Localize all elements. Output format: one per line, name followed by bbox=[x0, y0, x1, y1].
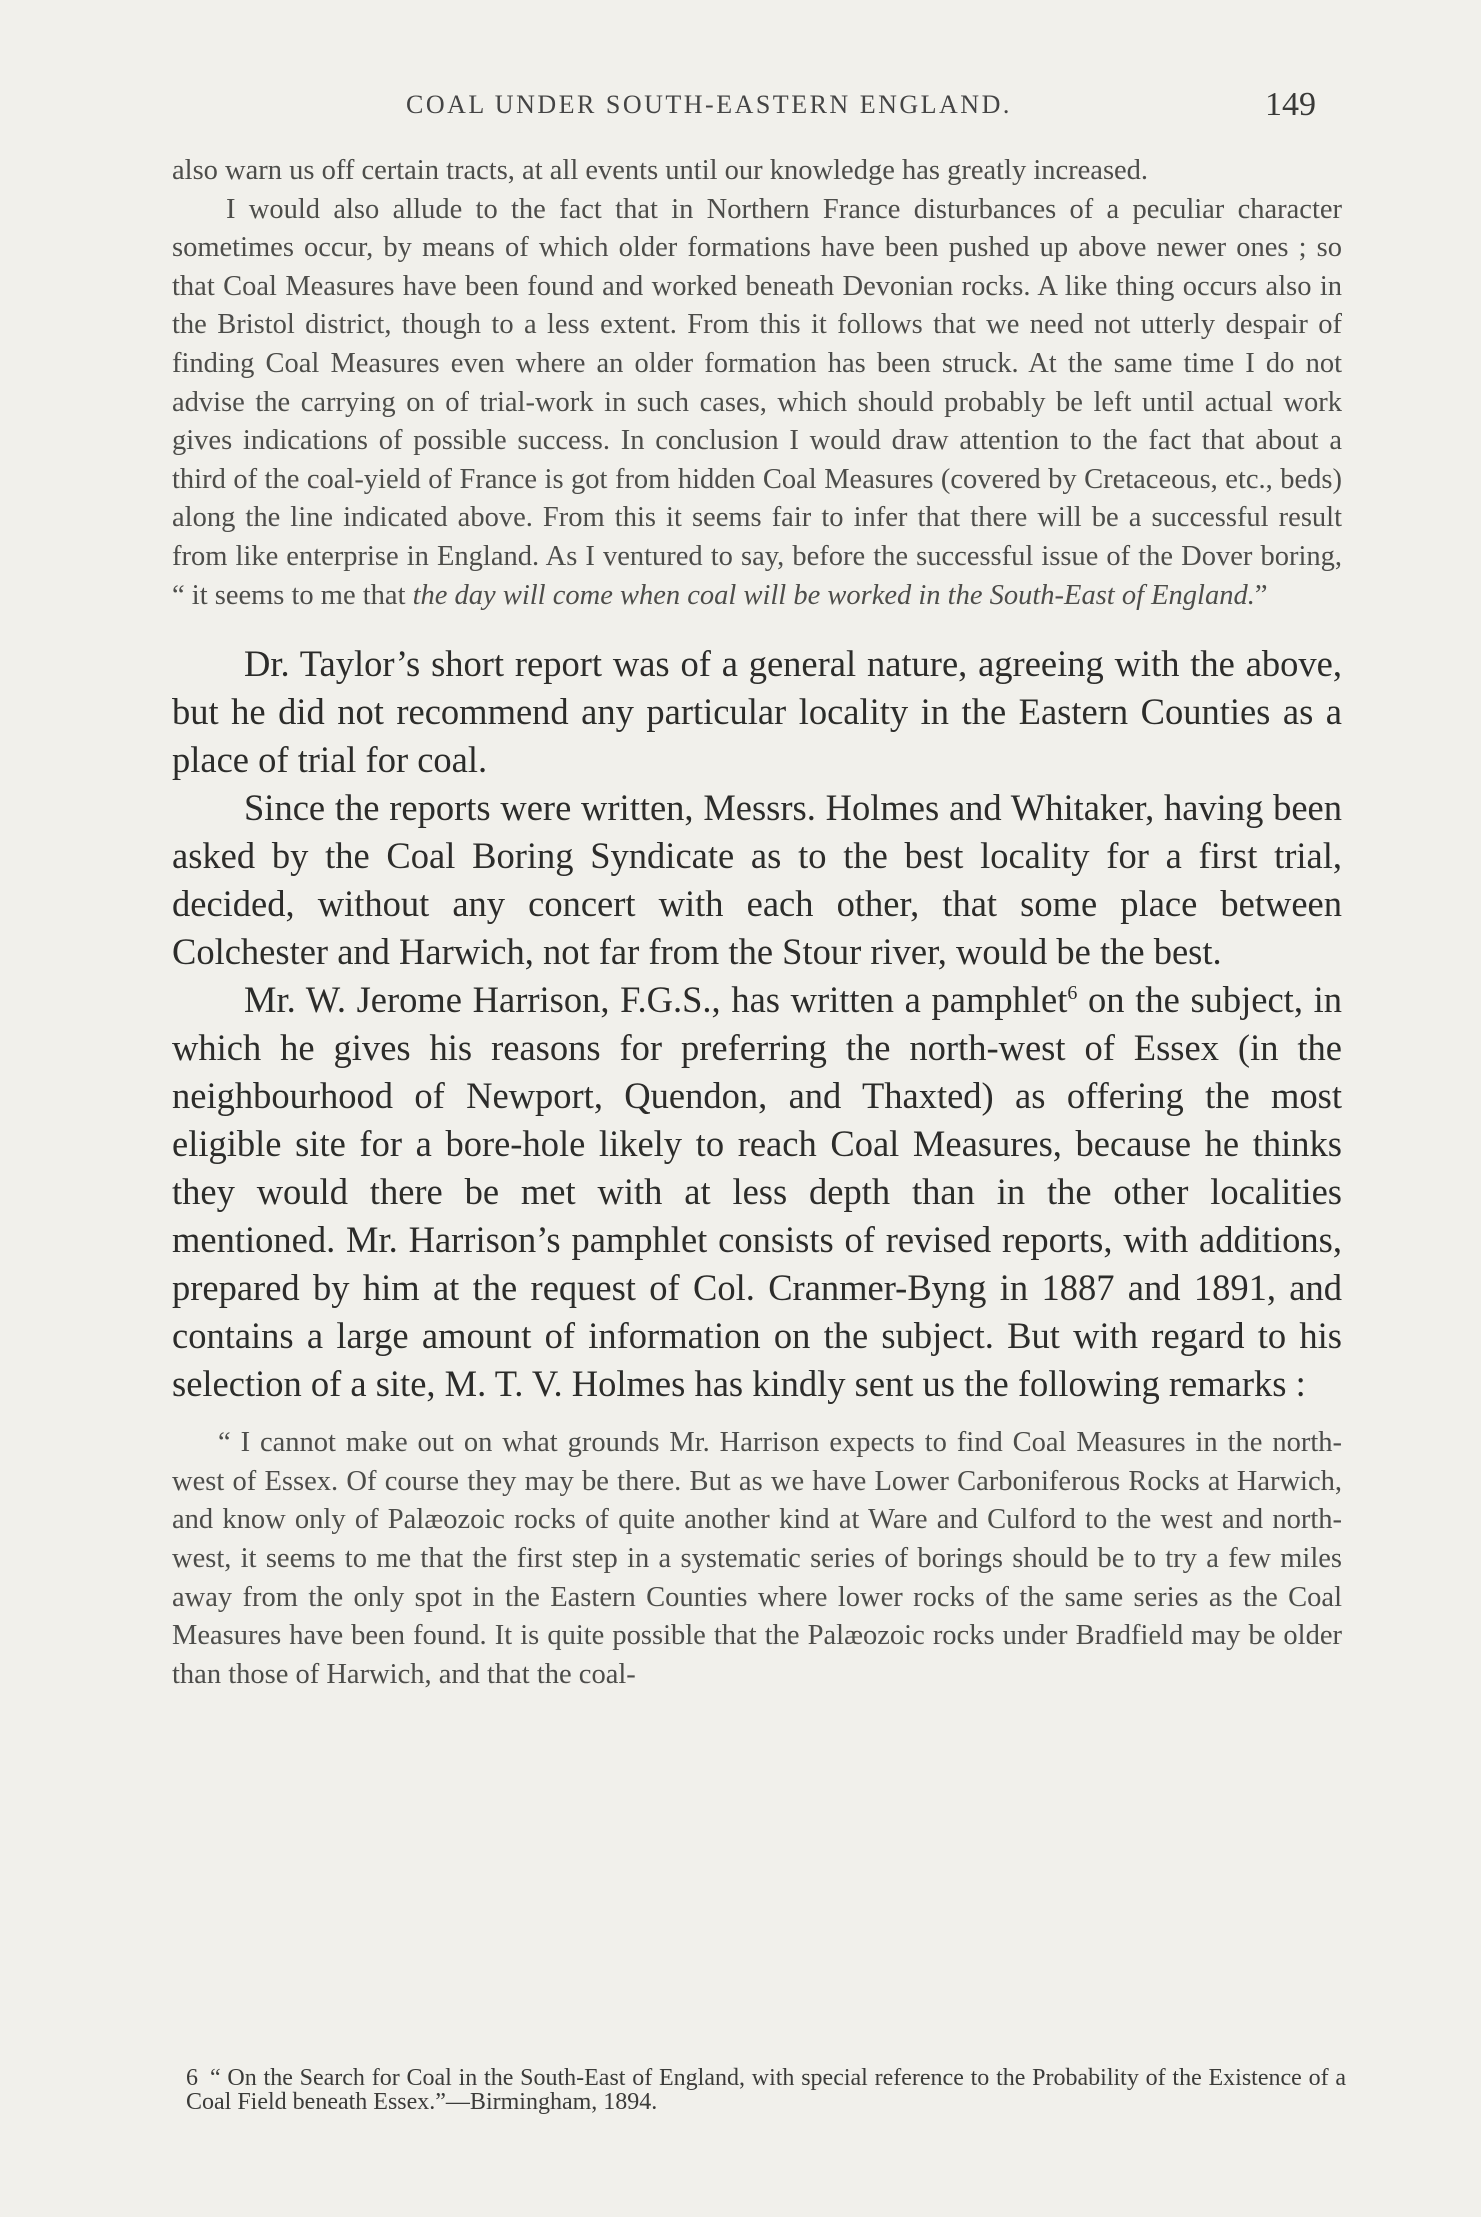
quote-italic-text: the day will come when coal will be worked in the South-East of England. bbox=[412, 579, 1255, 611]
footnote-mark: 6 bbox=[186, 2065, 198, 2091]
paragraph-text: Mr. W. Jerome Harrison, F.G.S., has written a pamphlet bbox=[244, 979, 1068, 1021]
quote-close-mark: ” bbox=[1254, 579, 1268, 611]
footnote bbox=[186, 2066, 1346, 2114]
footnote-text: “ On the Search for Coal in the South-East of England, with special reference to the Probability of the Existence of a Coal Field beneath Essex.”—Birmingham, 1894. bbox=[186, 2065, 1346, 2115]
paragraph-text: on the subject, in which he gives his reasons for preferring the north-west of Essex (in the neighbourhood of Newport, Quendon, and Thaxted) as offering the most eligible site for a bore-hole likely to reach Coal Measures, because he thinks they would there be met with at less depth than in the other localities mentioned. Mr. Harrison’s pamphlet consists of revised reports, with additions, prepared by him at the request of Col. Cranmer-Byng in 1887 and 1891, and contains a large amount of information on the subject. But with regard to his selection of a site, M. T. V. Holmes has kindly sent us the following remarks : bbox=[172, 979, 1342, 1405]
quote-paragraph-continued: also warn us off certain tracts, at all events until our knowledge has greatly increased. bbox=[172, 155, 1149, 186]
paragraph-dr-taylor: Dr. Taylor’s short report was of a general nature, agreeing with the above, but he did not recommend any particular locality in the Eastern Counties as a place of trial for coal. bbox=[172, 643, 1342, 781]
page-content bbox=[172, 152, 1342, 1694]
running-head bbox=[0, 88, 1481, 128]
footnote-reference: 6 bbox=[1067, 981, 1078, 1004]
running-title: COAL UNDER SOUTH-EASTERN ENGLAND. bbox=[406, 90, 1012, 119]
paragraph-harrison-pamphlet bbox=[172, 976, 1342, 1408]
quote-block-holmes bbox=[172, 1424, 1342, 1694]
quote-paragraph-northern-france bbox=[172, 191, 1342, 616]
page-number: 149 bbox=[1265, 86, 1316, 123]
quote-text: I would also allude to the fact that in Northern France disturbances of a peculiar character sometimes occur, by means of which older formations have been pushed up above newer ones ; so that Coal Measures have been found and worked beneath Devonian rocks. A like thing occurs also in the Bristol district, though to a less extent. From this it follows that we need not utterly despair of finding Coal Measures even where an older formation has been struck. At the same time I do not advise the carrying on of trial-work in such cases, which should probably be left until actual work gives indications of possible success. In conclusion I would draw attention to the fact that about a third of the coal-yield of France is got from hidden Coal Measures (covered by Cretaceous, etc., beds) along the line indicated above. From this it seems fair to infer that there will be a successful result from like enterprise in England. As I ventured to say, before the successful issue of the Dover boring, “ it seems to me that bbox=[172, 193, 1342, 611]
quote-paragraph-holmes: “ I cannot make out on what grounds Mr. Harrison expects to find Coal Measures in the north-west of Essex. Of course they may be there. But as we have Lower Carboniferous Rocks at Harwich, and know only of Palæozoic rocks of quite another kind at Ware and Culford to the west and north-west, it seems to me that the first step in a systematic series of borings should be to try a few miles away from the only spot in the Eastern Counties where lower rocks of the same series as the Coal Measures have been found. It is quite possible that the Palæozoic rocks under Bradfield may be older than those of Harwich, and that the coal- bbox=[172, 1427, 1342, 1690]
quote-block-continued bbox=[172, 152, 1342, 615]
paragraph-reports-written: Since the reports were written, Messrs. Holmes and Whitaker, having been asked by the Coal Boring Syndicate as to the best locality for a first trial, decided, without any concert with each other, that some place between Colchester and Harwich, not far from the Stour river, would be the best. bbox=[172, 787, 1342, 973]
